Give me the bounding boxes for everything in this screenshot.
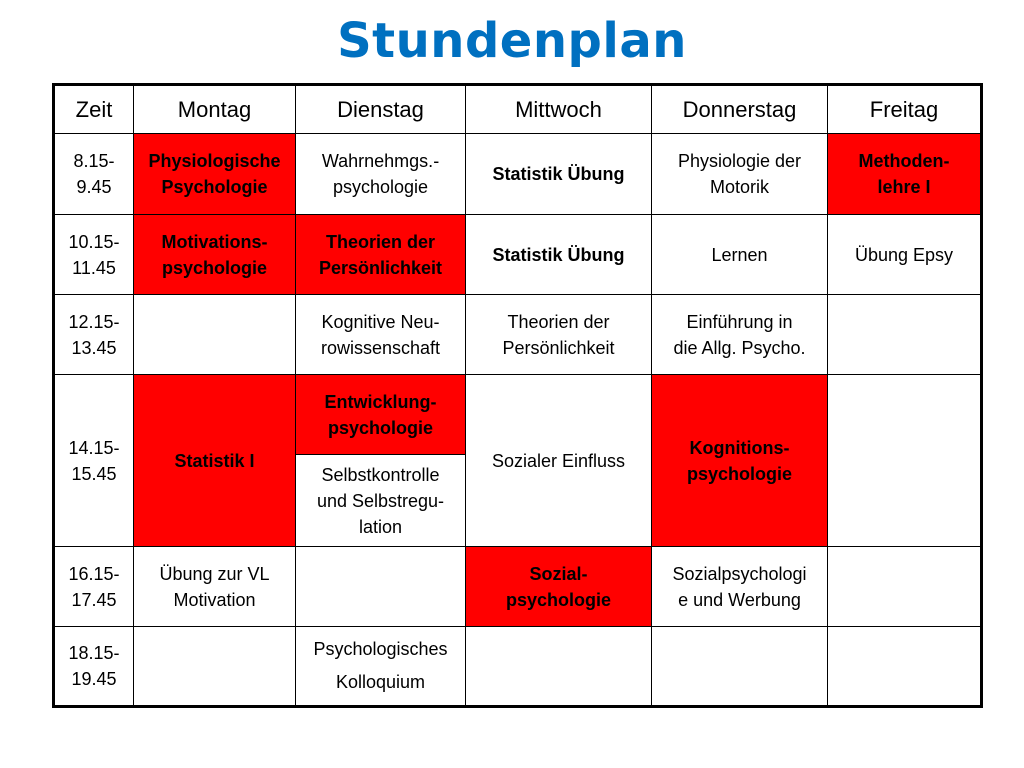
course-cell-dienstag: Wahrnehmgs.- psychologie	[296, 134, 466, 215]
course-cell-mittwoch: Sozial- psychologie	[466, 547, 652, 627]
course-cell-dienstag-lower: Selbstkontrolle und Selbstregu- lation	[296, 455, 466, 547]
course-cell-mittwoch: Statistik Übung	[466, 134, 652, 215]
table-row	[54, 627, 982, 707]
course-cell-montag: Motivations- psychologie	[134, 215, 296, 295]
time-cell: 16.15- 17.45	[54, 547, 134, 627]
column-header-mittwoch: Mittwoch	[466, 85, 652, 134]
time-cell: 14.15- 15.45	[54, 375, 134, 547]
course-cell-mittwoch: Theorien der Persönlichkeit	[466, 295, 652, 375]
column-header-zeit: Zeit	[54, 85, 134, 134]
course-cell-montag	[134, 627, 296, 707]
course-cell-donnerstag: Lernen	[652, 215, 828, 295]
time-cell: 10.15- 11.45	[54, 215, 134, 295]
course-cell-freitag: Übung Epsy	[828, 215, 982, 295]
course-cell-freitag	[828, 627, 982, 707]
table-row	[54, 547, 982, 627]
course-cell-mittwoch: Sozialer Einfluss	[466, 375, 652, 547]
course-cell-dienstag-upper: Entwicklung- psychologie	[296, 375, 466, 455]
course-cell-freitag	[828, 547, 982, 627]
column-header-donnerstag: Donnerstag	[652, 85, 828, 134]
header-row	[54, 85, 982, 134]
column-header-freitag: Freitag	[828, 85, 982, 134]
course-cell-montag: Übung zur VL Motivation	[134, 547, 296, 627]
course-cell-freitag	[828, 375, 982, 547]
course-cell-dienstag: Psychologisches Kolloquium	[296, 627, 466, 707]
course-cell-donnerstag: Einführung in die Allg. Psycho.	[652, 295, 828, 375]
course-cell-freitag	[828, 295, 982, 375]
table-row	[54, 215, 982, 295]
course-cell-dienstag	[296, 547, 466, 627]
time-cell: 12.15- 13.45	[54, 295, 134, 375]
course-cell-mittwoch: Statistik Übung	[466, 215, 652, 295]
course-cell-donnerstag	[652, 627, 828, 707]
course-cell-mittwoch	[466, 627, 652, 707]
course-cell-montag: Physiologische Psychologie	[134, 134, 296, 215]
course-cell-freitag: Methoden- lehre I	[828, 134, 982, 215]
course-cell-montag: Statistik I	[134, 375, 296, 547]
course-cell-montag	[134, 295, 296, 375]
course-cell-donnerstag: Kognitions- psychologie	[652, 375, 828, 547]
course-cell-donnerstag: Physiologie der Motorik	[652, 134, 828, 215]
time-cell: 18.15- 19.45	[54, 627, 134, 707]
course-cell-dienstag: Kognitive Neu- rowissenschaft	[296, 295, 466, 375]
course-cell-donnerstag: Sozialpsychologi e und Werbung	[652, 547, 828, 627]
page-title: Stundenplan	[337, 13, 687, 69]
time-cell: 8.15- 9.45	[54, 134, 134, 215]
table-row	[54, 134, 982, 215]
course-cell-dienstag: Theorien der Persönlichkeit	[296, 215, 466, 295]
column-header-montag: Montag	[134, 85, 296, 134]
table-row	[54, 375, 982, 455]
column-header-dienstag: Dienstag	[296, 85, 466, 134]
table-row	[54, 295, 982, 375]
schedule-table	[52, 83, 983, 708]
